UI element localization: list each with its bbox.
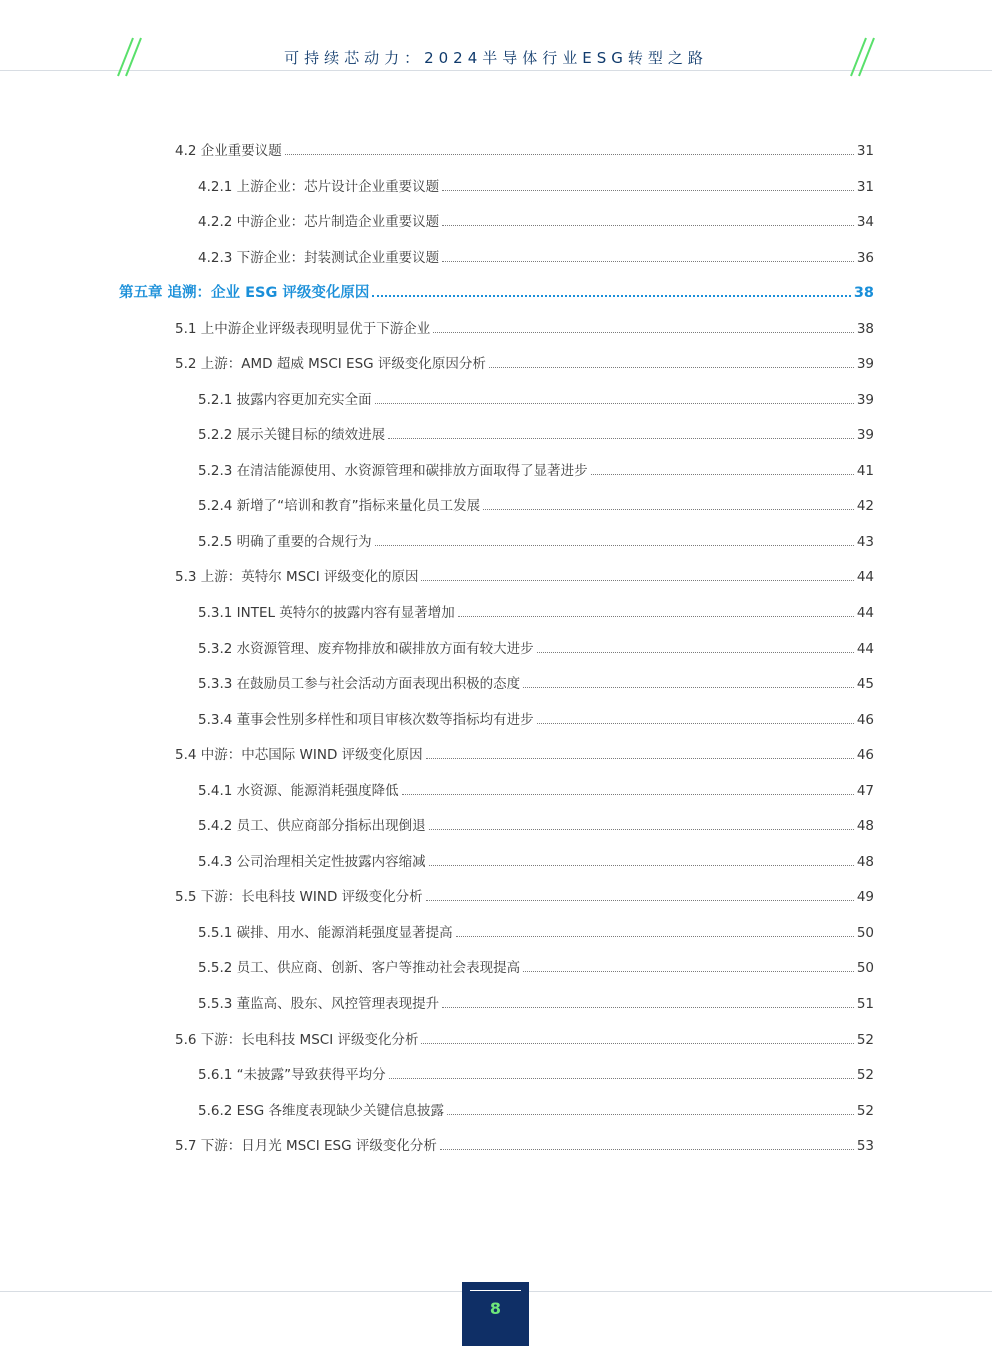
toc-dot-leader (537, 651, 854, 653)
toc-entry-title: 4.2.3 下游企业：封装测试企业重要议题 (198, 249, 440, 266)
toc-dot-leader (442, 1006, 854, 1008)
toc-entry[interactable] (198, 921, 874, 941)
toc-entry-page: 42 (856, 498, 874, 515)
toc-dot-leader (537, 722, 854, 724)
toc-entry-title: 5.6 下游：长电科技 MSCI 评级变化分析 (175, 1031, 419, 1048)
toc-dot-leader (458, 615, 854, 617)
toc-entry-title: 5.2.1 披露内容更加充实全面 (198, 391, 372, 408)
toc-entry[interactable] (198, 1063, 874, 1083)
toc-dot-leader (421, 1042, 853, 1044)
toc-entry-title: 5.3.1 INTEL 英特尔的披露内容有显著增加 (198, 605, 455, 622)
toc-dot-leader (489, 366, 854, 368)
toc-entry-title: 5.2.2 展示关键目标的绩效进展 (198, 427, 386, 444)
toc-entry[interactable] (198, 672, 874, 692)
toc-entry[interactable] (198, 423, 874, 443)
toc-entry-title: 5.5.1 碳排、用水、能源消耗强度显著提高 (198, 924, 453, 941)
toc-entry[interactable] (175, 317, 874, 337)
toc-dot-leader (523, 970, 854, 972)
toc-entry-title: 5.2 上游：AMD 超威 MSCI ESG 评级变化原因分析 (175, 356, 486, 373)
toc-dot-leader (388, 437, 854, 439)
toc-entry-title: 4.2.2 中游企业：芯片制造企业重要议题 (198, 214, 440, 231)
toc-entry[interactable] (198, 210, 874, 230)
toc-entry-title: 5.3 上游：英特尔 MSCI 评级变化的原因 (175, 569, 419, 586)
toc-dot-leader (447, 1113, 854, 1115)
toc-entry-title: 5.4.1 水资源、能源消耗强度降低 (198, 782, 399, 799)
toc-dot-leader (456, 935, 854, 937)
toc-entry-page: 53 (856, 1138, 874, 1155)
toc-entry-page: 36 (856, 249, 874, 266)
toc-dot-leader (375, 544, 854, 546)
toc-entry[interactable] (198, 708, 874, 728)
toc-entry-page: 43 (856, 533, 874, 550)
toc-entry-page: 50 (856, 960, 874, 977)
toc-entry[interactable] (175, 352, 874, 372)
page-number: 8 (489, 1299, 502, 1318)
toc-entry-title: 5.3.4 董事会性别多样性和项目审核次数等指标均有进步 (198, 711, 534, 728)
toc-entry[interactable] (198, 601, 874, 621)
toc-entry[interactable] (198, 850, 874, 870)
toc-entry[interactable] (198, 992, 874, 1012)
toc-dot-leader (426, 757, 854, 759)
toc-dot-leader (421, 579, 853, 581)
toc-dot-leader (285, 153, 854, 155)
toc-entry-title: 5.5.3 董监高、股东、风控管理表现提升 (198, 995, 440, 1012)
toc-entry-title: 5.5.2 员工、供应商、创新、客户等推动社会表现提高 (198, 960, 521, 977)
toc-dot-leader (426, 899, 854, 901)
toc-entry-page: 48 (856, 853, 874, 870)
slash-decoration-left-icon (115, 36, 145, 78)
toc-dot-leader (483, 508, 854, 510)
toc-entry-page: 52 (856, 1102, 874, 1119)
toc-entry[interactable] (198, 388, 874, 408)
toc-entry-page: 44 (856, 605, 874, 622)
toc-entry-page: 46 (856, 747, 874, 764)
toc-dot-leader (372, 294, 850, 297)
toc-entry-title: 5.6.1 “未披露”导致获得平均分 (198, 1067, 386, 1084)
toc-dot-leader (402, 793, 854, 795)
toc-entry-title: 5.4 中游：中芯国际 WIND 评级变化原因 (175, 747, 423, 764)
toc-entry-page: 48 (856, 818, 874, 835)
toc-entry-page: 44 (856, 640, 874, 657)
toc-entry-title: 5.2.5 明确了重要的合规行为 (198, 533, 372, 550)
toc-dot-leader (429, 828, 854, 830)
toc-entry-title: 第五章 追溯：企业 ESG 评级变化原因 (119, 285, 370, 302)
toc-entry-page: 34 (856, 214, 874, 231)
toc-entry-title: 5.4.3 公司治理相关定性披露内容缩减 (198, 853, 426, 870)
toc-entry-title: 5.2.4 新增了“培训和教育”指标来量化员工发展 (198, 498, 481, 515)
toc-entry-page: 51 (856, 995, 874, 1012)
toc-entry[interactable] (198, 246, 874, 266)
toc-entry-page: 46 (856, 711, 874, 728)
toc-entry[interactable] (175, 139, 874, 159)
toc-entry[interactable] (175, 743, 874, 763)
toc-entry-page: 38 (853, 285, 874, 302)
toc-entry[interactable] (198, 494, 874, 514)
toc-chapter-heading[interactable] (119, 281, 874, 301)
toc-entry-title: 5.6.2 ESG 各维度表现缺少关键信息披露 (198, 1102, 444, 1119)
toc-entry[interactable] (175, 1028, 874, 1048)
toc-entry-page: 41 (856, 462, 874, 479)
toc-entry-title: 5.3.3 在鼓励员工参与社会活动方面表现出积极的态度 (198, 676, 521, 693)
toc-dot-leader (442, 189, 854, 191)
slash-decoration-right-icon (848, 36, 878, 78)
toc-dot-leader (442, 224, 854, 226)
toc-dot-leader (523, 686, 854, 688)
toc-entry[interactable] (198, 530, 874, 550)
toc-dot-leader (389, 1077, 854, 1079)
toc-entry[interactable] (198, 459, 874, 479)
toc-entry-title: 5.5 下游：长电科技 WIND 评级变化分析 (175, 889, 423, 906)
page-number-rule (470, 1290, 521, 1291)
toc-entry-title: 5.3.2 水资源管理、废弃物排放和碳排放方面有较大进步 (198, 640, 534, 657)
toc-entry-page: 45 (856, 676, 874, 693)
toc-entry[interactable] (175, 1134, 874, 1154)
toc-entry-title: 5.7 下游：日月光 MSCI ESG 评级变化分析 (175, 1138, 437, 1155)
toc-entry-page: 39 (856, 391, 874, 408)
toc-entry-page: 39 (856, 356, 874, 373)
toc-entry-page: 47 (856, 782, 874, 799)
toc-entry[interactable] (198, 175, 874, 195)
toc-dot-leader (591, 473, 854, 475)
toc-entry-title: 4.2 企业重要议题 (175, 143, 282, 159)
toc-entry-page: 52 (856, 1067, 874, 1084)
toc-entry-page: 31 (856, 143, 874, 159)
header-divider (0, 70, 992, 71)
toc-dot-leader (440, 1148, 854, 1150)
toc-entry-page: 52 (856, 1031, 874, 1048)
toc-entry-title: 4.2.1 上游企业：芯片设计企业重要议题 (198, 178, 440, 195)
toc-entry-page: 49 (856, 889, 874, 906)
toc-entry[interactable] (175, 885, 874, 905)
toc-entry[interactable] (198, 1099, 874, 1119)
toc-entry[interactable] (198, 956, 874, 976)
toc-entry[interactable] (175, 565, 874, 585)
toc-entry-page: 50 (856, 924, 874, 941)
toc-entry-page: 44 (856, 569, 874, 586)
toc-entry-title: 5.1 上中游企业评级表现明显优于下游企业 (175, 320, 431, 337)
toc-entry-title: 5.2.3 在清洁能源使用、水资源管理和碳排放方面取得了显著进步 (198, 462, 588, 479)
toc-entry[interactable] (198, 814, 874, 834)
toc-entry-page: 39 (856, 427, 874, 444)
page-header-title: 可持续芯动力：2024半导体行业ESG转型之路 (284, 49, 708, 67)
toc-dot-leader (375, 402, 854, 404)
toc-entry-title: 5.4.2 员工、供应商部分指标出现倒退 (198, 818, 426, 835)
toc-dot-leader (429, 864, 854, 866)
toc-entry[interactable] (198, 779, 874, 799)
toc-entry-page: 38 (856, 320, 874, 337)
toc-dot-leader (433, 331, 854, 333)
toc-entry-page: 31 (856, 178, 874, 195)
toc-entry[interactable] (198, 637, 874, 657)
toc-dot-leader (442, 260, 854, 262)
